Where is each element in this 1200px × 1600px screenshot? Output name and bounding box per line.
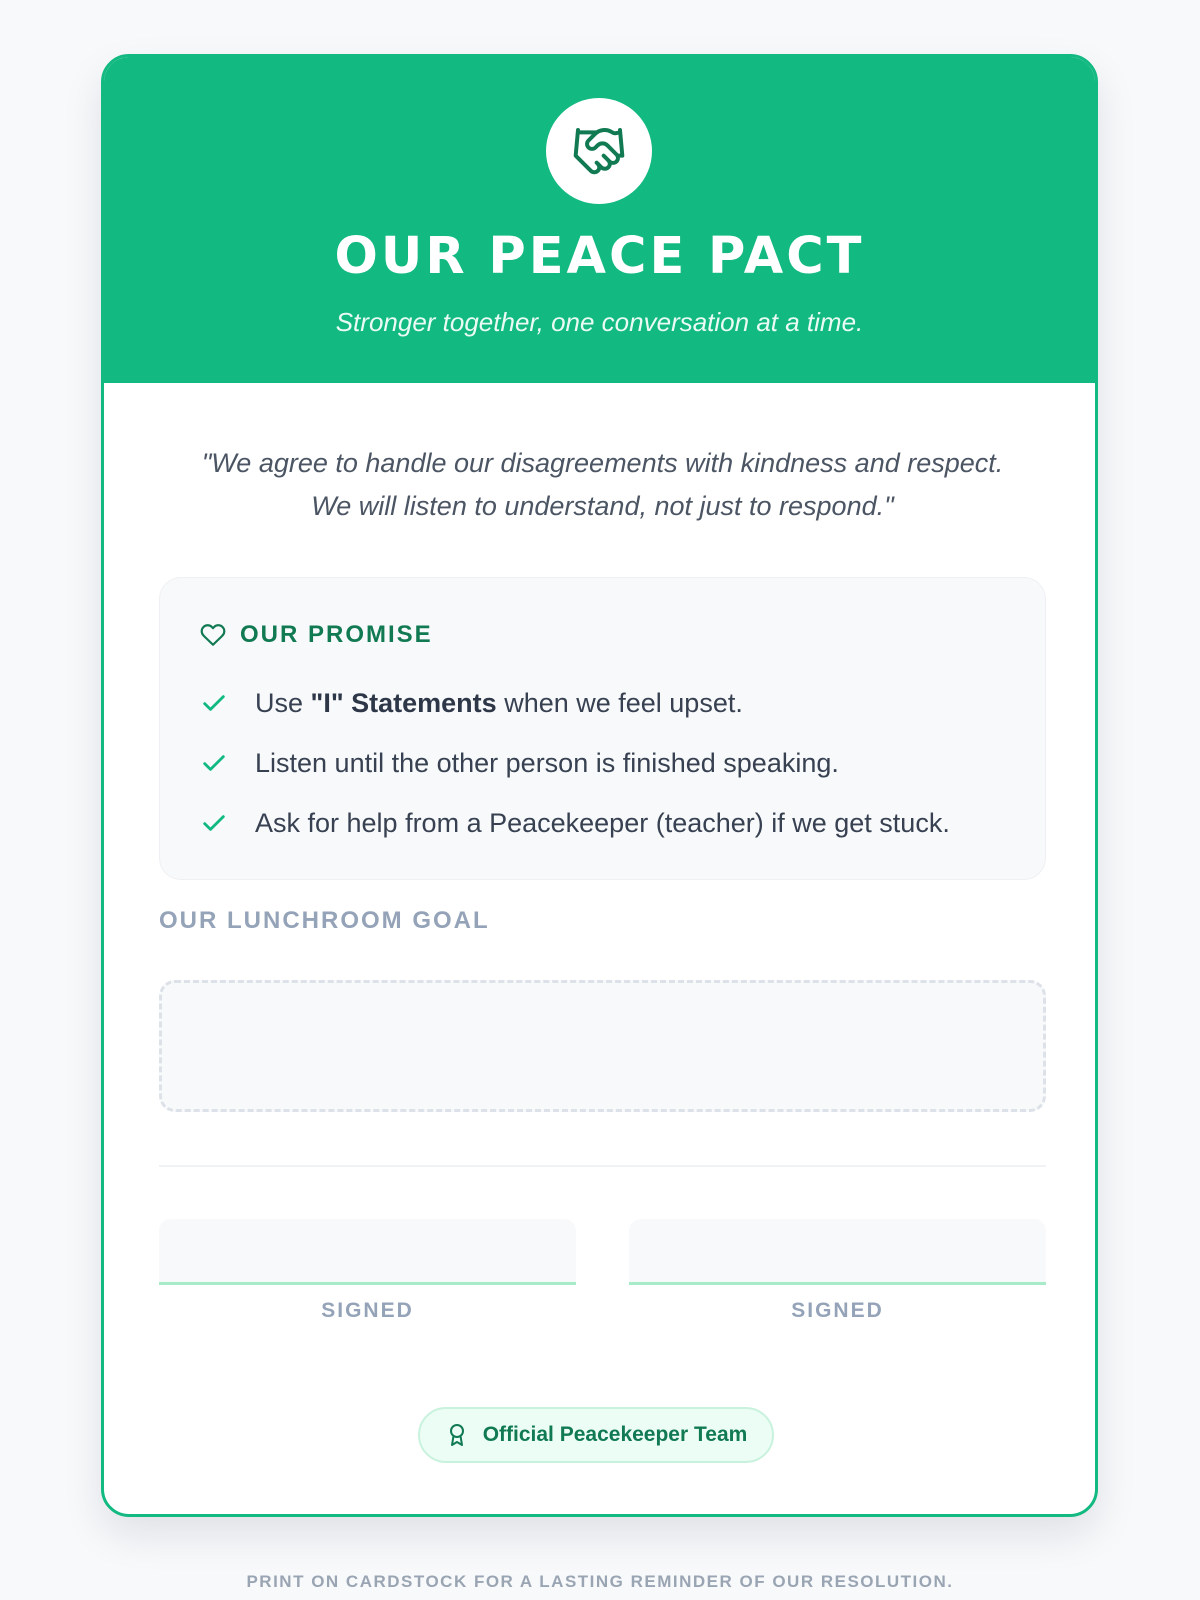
- signature-block-2: [629, 1219, 1046, 1323]
- check-icon: [200, 749, 255, 777]
- promise-item: [200, 793, 1030, 853]
- print-note: PRINT ON CARDSTOCK FOR A LASTING REMINDER OF OUR RESOLUTION.: [246, 1572, 954, 1591]
- promise-section: [159, 577, 1046, 880]
- signature-field-1[interactable]: [159, 1219, 576, 1285]
- promise-item-text: Listen until the other person is finished speaking.: [255, 747, 839, 778]
- promise-item-emphasis: "I" Statements: [310, 687, 497, 718]
- goal-label: OUR LUNCHROOM GOAL: [159, 907, 490, 934]
- page-subtitle: Stronger together, one conversation at a time.: [335, 307, 864, 337]
- promise-header: [200, 621, 433, 649]
- page-title: OUR PEACE PACT: [334, 227, 865, 286]
- divider: [159, 1165, 1046, 1167]
- badge-label: Official Peacekeeper Team: [482, 1423, 748, 1446]
- pact-quote: [144, 442, 1061, 528]
- promise-item-text: Ask for help from a Peacekeeper (teacher) if we get stuck.: [255, 807, 950, 838]
- promise-title: OUR PROMISE: [240, 621, 433, 648]
- signature-label: SIGNED: [321, 1299, 414, 1322]
- promise-list: [200, 673, 1030, 853]
- quote-line: "We agree to handle our disagreements with kindness and respect.: [201, 448, 1004, 478]
- lunchroom-goal-field[interactable]: [159, 980, 1046, 1112]
- promise-item: [200, 733, 1030, 793]
- signature-block-1: [159, 1219, 576, 1323]
- quote-line: We will listen to understand, not just to respond.": [311, 491, 894, 521]
- check-icon: [200, 689, 255, 717]
- handshake-icon: [571, 123, 627, 179]
- signature-field-2[interactable]: [629, 1219, 1046, 1285]
- check-icon: [200, 809, 255, 837]
- card-header: [104, 57, 1095, 383]
- peacekeeper-badge: [418, 1407, 774, 1463]
- signature-label: SIGNED: [791, 1299, 884, 1322]
- promise-item: [200, 673, 1030, 733]
- promise-item-text: Use "I" Statements when we feel upset.: [255, 687, 743, 718]
- peace-pact-card: [101, 54, 1098, 1517]
- award-ribbon-icon: [445, 1423, 469, 1447]
- heart-icon: [200, 622, 226, 648]
- logo-badge: [546, 98, 652, 204]
